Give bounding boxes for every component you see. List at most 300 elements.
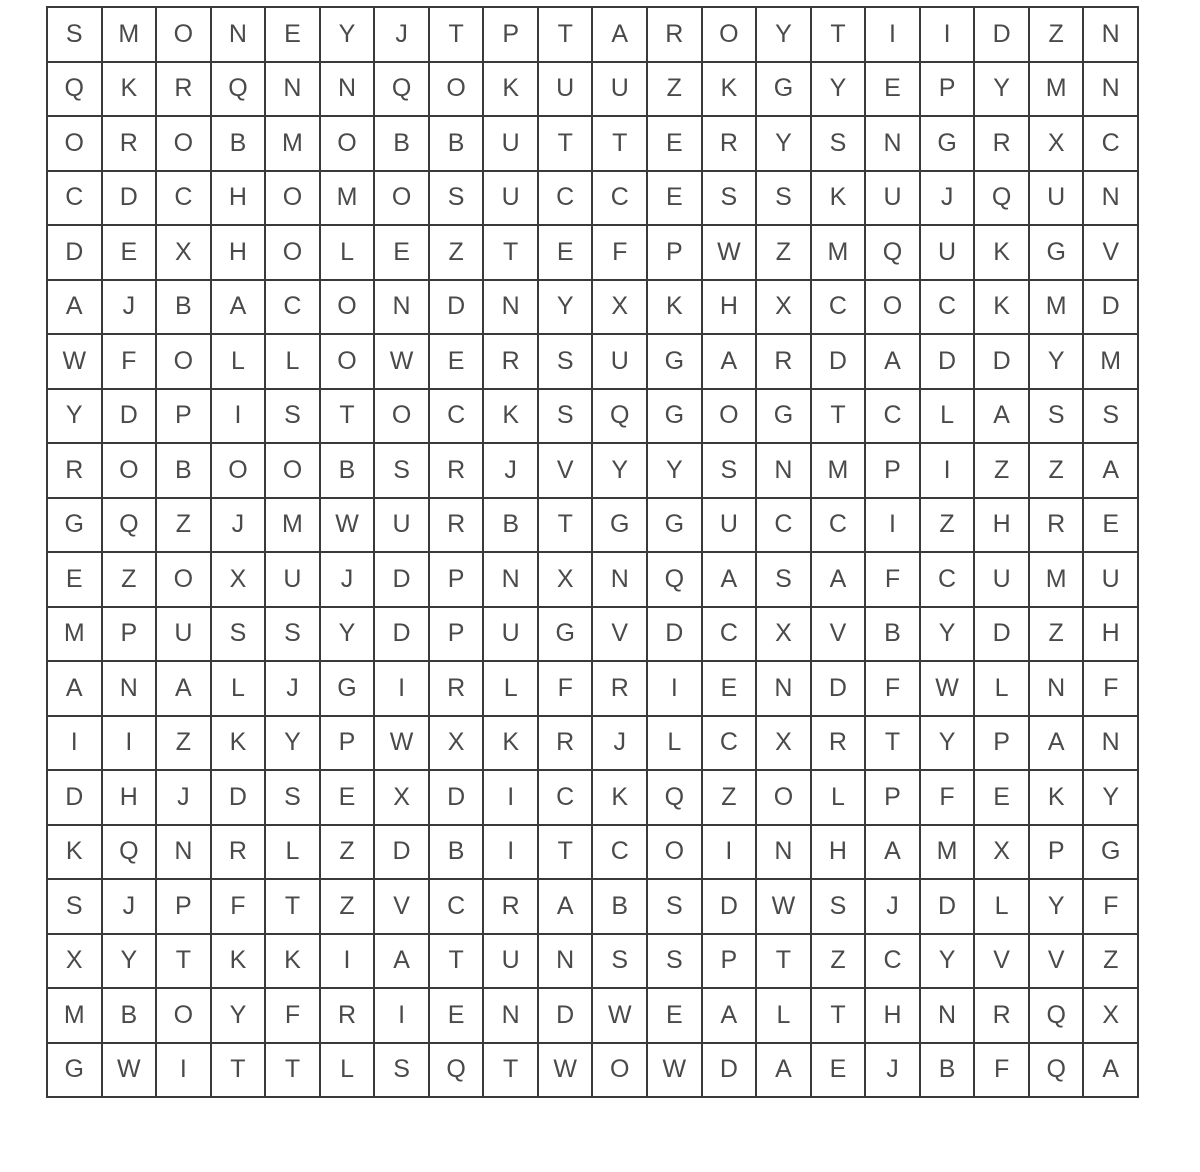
letter-cell[interactable]: R (593, 662, 648, 717)
letter-cell[interactable]: C (593, 172, 648, 227)
letter-cell[interactable]: A (703, 335, 758, 390)
letter-cell[interactable]: J (212, 499, 267, 554)
letter-cell[interactable]: D (375, 826, 430, 881)
letter-cell[interactable]: Q (375, 63, 430, 118)
letter-cell[interactable]: F (1084, 880, 1139, 935)
letter-cell[interactable]: E (648, 989, 703, 1044)
letter-cell[interactable]: T (593, 117, 648, 172)
letter-cell[interactable]: Y (48, 390, 103, 445)
letter-cell[interactable]: G (1084, 826, 1139, 881)
letter-cell[interactable]: S (593, 935, 648, 990)
letter-cell[interactable]: N (921, 989, 976, 1044)
letter-cell[interactable]: E (539, 226, 594, 281)
letter-cell[interactable]: O (703, 390, 758, 445)
letter-cell[interactable]: B (321, 444, 376, 499)
letter-cell[interactable]: X (430, 717, 485, 772)
letter-cell[interactable]: Y (975, 63, 1030, 118)
letter-cell[interactable]: O (103, 444, 158, 499)
letter-cell[interactable]: Z (703, 771, 758, 826)
letter-cell[interactable]: S (539, 390, 594, 445)
letter-cell[interactable]: Z (1030, 608, 1085, 663)
letter-cell[interactable]: I (921, 444, 976, 499)
letter-cell[interactable]: T (266, 1044, 321, 1099)
letter-cell[interactable]: I (321, 935, 376, 990)
letter-cell[interactable]: J (866, 880, 921, 935)
letter-cell[interactable]: I (484, 826, 539, 881)
letter-cell[interactable]: C (812, 281, 867, 336)
letter-cell[interactable]: C (48, 172, 103, 227)
letter-cell[interactable]: I (921, 8, 976, 63)
letter-cell[interactable]: A (1030, 717, 1085, 772)
letter-cell[interactable]: J (921, 172, 976, 227)
letter-cell[interactable]: E (430, 335, 485, 390)
letter-cell[interactable]: N (212, 8, 267, 63)
letter-cell[interactable]: C (812, 499, 867, 554)
letter-cell[interactable]: M (1084, 335, 1139, 390)
letter-cell[interactable]: O (321, 335, 376, 390)
letter-cell[interactable]: G (539, 608, 594, 663)
letter-cell[interactable]: T (539, 826, 594, 881)
letter-cell[interactable]: C (539, 172, 594, 227)
letter-cell[interactable]: T (157, 935, 212, 990)
letter-cell[interactable]: N (1030, 662, 1085, 717)
letter-cell[interactable]: F (212, 880, 267, 935)
letter-cell[interactable]: H (975, 499, 1030, 554)
letter-cell[interactable]: W (757, 880, 812, 935)
letter-cell[interactable]: F (1084, 662, 1139, 717)
letter-cell[interactable]: A (866, 335, 921, 390)
letter-cell[interactable]: Q (866, 226, 921, 281)
letter-cell[interactable]: Z (321, 826, 376, 881)
letter-cell[interactable]: M (321, 172, 376, 227)
letter-cell[interactable]: Y (757, 117, 812, 172)
letter-cell[interactable]: D (975, 608, 1030, 663)
letter-cell[interactable]: R (812, 717, 867, 772)
letter-cell[interactable]: L (321, 1044, 376, 1099)
letter-cell[interactable]: P (1030, 826, 1085, 881)
letter-cell[interactable]: Y (212, 989, 267, 1044)
letter-cell[interactable]: C (430, 880, 485, 935)
letter-cell[interactable]: L (975, 662, 1030, 717)
letter-cell[interactable]: N (484, 281, 539, 336)
letter-cell[interactable]: X (757, 281, 812, 336)
letter-cell[interactable]: K (266, 935, 321, 990)
letter-cell[interactable]: T (812, 390, 867, 445)
letter-cell[interactable]: Y (757, 8, 812, 63)
letter-cell[interactable]: C (266, 281, 321, 336)
letter-cell[interactable]: K (484, 390, 539, 445)
letter-cell[interactable]: S (266, 608, 321, 663)
letter-cell[interactable]: N (539, 935, 594, 990)
letter-cell[interactable]: V (375, 880, 430, 935)
letter-cell[interactable]: C (539, 771, 594, 826)
letter-cell[interactable]: H (212, 226, 267, 281)
letter-cell[interactable]: H (212, 172, 267, 227)
letter-cell[interactable]: G (1030, 226, 1085, 281)
letter-cell[interactable]: E (703, 662, 758, 717)
letter-cell[interactable]: E (648, 117, 703, 172)
letter-cell[interactable]: K (648, 281, 703, 336)
letter-cell[interactable]: I (157, 1044, 212, 1099)
letter-cell[interactable]: X (975, 826, 1030, 881)
letter-cell[interactable]: E (648, 172, 703, 227)
letter-cell[interactable]: V (975, 935, 1030, 990)
letter-cell[interactable]: E (48, 553, 103, 608)
letter-cell[interactable]: F (975, 1044, 1030, 1099)
letter-cell[interactable]: U (375, 499, 430, 554)
letter-cell[interactable]: F (866, 553, 921, 608)
letter-cell[interactable]: Z (975, 444, 1030, 499)
letter-cell[interactable]: W (648, 1044, 703, 1099)
letter-cell[interactable]: J (321, 553, 376, 608)
letter-cell[interactable]: Y (1084, 771, 1139, 826)
letter-cell[interactable]: J (866, 1044, 921, 1099)
letter-cell[interactable]: R (539, 717, 594, 772)
letter-cell[interactable]: M (1030, 63, 1085, 118)
letter-cell[interactable]: D (812, 662, 867, 717)
letter-cell[interactable]: X (212, 553, 267, 608)
letter-cell[interactable]: Z (757, 226, 812, 281)
letter-cell[interactable]: M (48, 608, 103, 663)
letter-cell[interactable]: Z (321, 880, 376, 935)
letter-cell[interactable]: O (48, 117, 103, 172)
letter-cell[interactable]: A (48, 281, 103, 336)
letter-cell[interactable]: G (48, 499, 103, 554)
letter-cell[interactable]: C (921, 553, 976, 608)
letter-cell[interactable]: A (812, 553, 867, 608)
letter-cell[interactable]: G (321, 662, 376, 717)
letter-cell[interactable]: R (484, 880, 539, 935)
letter-cell[interactable]: O (157, 989, 212, 1044)
letter-cell[interactable]: N (866, 117, 921, 172)
letter-cell[interactable]: E (866, 63, 921, 118)
letter-cell[interactable]: R (430, 499, 485, 554)
letter-cell[interactable]: A (975, 390, 1030, 445)
letter-cell[interactable]: L (321, 226, 376, 281)
letter-cell[interactable]: T (266, 880, 321, 935)
letter-cell[interactable]: X (757, 717, 812, 772)
letter-cell[interactable]: K (593, 771, 648, 826)
letter-cell[interactable]: D (812, 335, 867, 390)
letter-cell[interactable]: T (484, 226, 539, 281)
letter-cell[interactable]: U (593, 63, 648, 118)
letter-cell[interactable]: M (1030, 281, 1085, 336)
letter-cell[interactable]: S (539, 335, 594, 390)
letter-cell[interactable]: G (593, 499, 648, 554)
letter-cell[interactable]: S (812, 117, 867, 172)
letter-cell[interactable]: U (539, 63, 594, 118)
letter-cell[interactable]: Z (430, 226, 485, 281)
letter-cell[interactable]: W (593, 989, 648, 1044)
letter-cell[interactable]: I (703, 826, 758, 881)
letter-cell[interactable]: F (593, 226, 648, 281)
letter-cell[interactable]: Q (430, 1044, 485, 1099)
letter-cell[interactable]: C (921, 281, 976, 336)
letter-cell[interactable]: Y (593, 444, 648, 499)
letter-cell[interactable]: E (266, 8, 321, 63)
letter-cell[interactable]: O (703, 8, 758, 63)
letter-cell[interactable]: Q (593, 390, 648, 445)
letter-cell[interactable]: C (157, 172, 212, 227)
letter-cell[interactable]: Z (103, 553, 158, 608)
letter-cell[interactable]: H (1084, 608, 1139, 663)
letter-cell[interactable]: I (375, 662, 430, 717)
letter-cell[interactable]: M (266, 499, 321, 554)
letter-cell[interactable]: B (157, 281, 212, 336)
letter-cell[interactable]: G (921, 117, 976, 172)
letter-cell[interactable]: I (484, 771, 539, 826)
letter-cell[interactable]: A (539, 880, 594, 935)
letter-cell[interactable]: P (157, 880, 212, 935)
letter-cell[interactable]: C (703, 608, 758, 663)
letter-cell[interactable]: X (48, 935, 103, 990)
letter-cell[interactable]: R (48, 444, 103, 499)
letter-cell[interactable]: U (703, 499, 758, 554)
letter-cell[interactable]: O (757, 771, 812, 826)
letter-cell[interactable]: O (648, 826, 703, 881)
letter-cell[interactable]: L (212, 662, 267, 717)
letter-cell[interactable]: B (103, 989, 158, 1044)
letter-cell[interactable]: O (266, 226, 321, 281)
letter-cell[interactable]: X (593, 281, 648, 336)
letter-cell[interactable]: I (103, 717, 158, 772)
letter-cell[interactable]: J (375, 8, 430, 63)
letter-cell[interactable]: N (484, 553, 539, 608)
letter-cell[interactable]: G (648, 335, 703, 390)
letter-cell[interactable]: N (593, 553, 648, 608)
letter-cell[interactable]: A (866, 826, 921, 881)
letter-cell[interactable]: P (430, 553, 485, 608)
letter-cell[interactable]: U (484, 172, 539, 227)
letter-cell[interactable]: D (975, 8, 1030, 63)
letter-cell[interactable]: X (375, 771, 430, 826)
letter-cell[interactable]: R (212, 826, 267, 881)
letter-cell[interactable]: L (266, 826, 321, 881)
letter-cell[interactable]: O (375, 390, 430, 445)
letter-cell[interactable]: K (1030, 771, 1085, 826)
letter-cell[interactable]: A (593, 8, 648, 63)
letter-cell[interactable]: K (975, 281, 1030, 336)
letter-cell[interactable]: R (1030, 499, 1085, 554)
letter-cell[interactable]: V (1030, 935, 1085, 990)
letter-cell[interactable]: D (539, 989, 594, 1044)
letter-cell[interactable]: S (48, 8, 103, 63)
letter-cell[interactable]: A (212, 281, 267, 336)
letter-cell[interactable]: U (866, 172, 921, 227)
letter-cell[interactable]: H (866, 989, 921, 1044)
letter-cell[interactable]: D (375, 553, 430, 608)
letter-cell[interactable]: B (921, 1044, 976, 1099)
letter-cell[interactable]: P (484, 8, 539, 63)
letter-cell[interactable]: G (757, 390, 812, 445)
letter-cell[interactable]: M (1030, 553, 1085, 608)
letter-cell[interactable]: D (975, 335, 1030, 390)
letter-cell[interactable]: S (703, 444, 758, 499)
letter-cell[interactable]: K (212, 935, 267, 990)
letter-cell[interactable]: C (1084, 117, 1139, 172)
letter-cell[interactable]: Q (48, 63, 103, 118)
letter-cell[interactable]: M (812, 226, 867, 281)
letter-cell[interactable]: M (48, 989, 103, 1044)
letter-cell[interactable]: A (703, 989, 758, 1044)
letter-cell[interactable]: Z (1084, 935, 1139, 990)
letter-cell[interactable]: B (430, 826, 485, 881)
letter-cell[interactable]: L (757, 989, 812, 1044)
letter-cell[interactable]: N (484, 989, 539, 1044)
letter-cell[interactable]: K (103, 63, 158, 118)
letter-cell[interactable]: N (1084, 717, 1139, 772)
letter-cell[interactable]: A (703, 553, 758, 608)
letter-cell[interactable]: Y (812, 63, 867, 118)
letter-cell[interactable]: I (866, 8, 921, 63)
letter-cell[interactable]: Y (1030, 880, 1085, 935)
letter-cell[interactable]: T (430, 935, 485, 990)
letter-cell[interactable]: P (430, 608, 485, 663)
letter-cell[interactable]: Q (103, 826, 158, 881)
letter-cell[interactable]: L (975, 880, 1030, 935)
letter-cell[interactable]: N (321, 63, 376, 118)
letter-cell[interactable]: R (648, 8, 703, 63)
letter-cell[interactable]: U (975, 553, 1030, 608)
letter-cell[interactable]: C (866, 935, 921, 990)
letter-cell[interactable]: N (757, 444, 812, 499)
letter-cell[interactable]: Q (648, 771, 703, 826)
letter-cell[interactable]: U (1084, 553, 1139, 608)
letter-cell[interactable]: Q (648, 553, 703, 608)
letter-cell[interactable]: O (321, 281, 376, 336)
letter-cell[interactable]: B (430, 117, 485, 172)
letter-cell[interactable]: C (866, 390, 921, 445)
letter-cell[interactable]: D (375, 608, 430, 663)
letter-cell[interactable]: X (157, 226, 212, 281)
letter-cell[interactable]: Q (975, 172, 1030, 227)
letter-cell[interactable]: I (48, 717, 103, 772)
letter-cell[interactable]: S (430, 172, 485, 227)
letter-cell[interactable]: Y (321, 8, 376, 63)
letter-cell[interactable]: S (648, 935, 703, 990)
letter-cell[interactable]: S (375, 444, 430, 499)
letter-cell[interactable]: L (484, 662, 539, 717)
letter-cell[interactable]: N (375, 281, 430, 336)
letter-cell[interactable]: O (157, 553, 212, 608)
letter-cell[interactable]: O (321, 117, 376, 172)
letter-cell[interactable]: Y (1030, 335, 1085, 390)
letter-cell[interactable]: E (1084, 499, 1139, 554)
letter-cell[interactable]: V (539, 444, 594, 499)
letter-cell[interactable]: D (48, 771, 103, 826)
letter-cell[interactable]: C (430, 390, 485, 445)
letter-cell[interactable]: Y (648, 444, 703, 499)
letter-cell[interactable]: U (921, 226, 976, 281)
letter-cell[interactable]: W (921, 662, 976, 717)
letter-cell[interactable]: N (157, 826, 212, 881)
letter-cell[interactable]: M (812, 444, 867, 499)
letter-cell[interactable]: G (48, 1044, 103, 1099)
letter-cell[interactable]: Y (539, 281, 594, 336)
letter-cell[interactable]: S (1030, 390, 1085, 445)
letter-cell[interactable]: M (266, 117, 321, 172)
letter-cell[interactable]: O (157, 117, 212, 172)
letter-cell[interactable]: O (866, 281, 921, 336)
letter-cell[interactable]: P (975, 717, 1030, 772)
letter-cell[interactable]: T (484, 1044, 539, 1099)
letter-cell[interactable]: R (703, 117, 758, 172)
letter-cell[interactable]: F (539, 662, 594, 717)
letter-cell[interactable]: D (921, 335, 976, 390)
letter-cell[interactable]: A (48, 662, 103, 717)
letter-cell[interactable]: O (157, 8, 212, 63)
letter-cell[interactable]: O (266, 172, 321, 227)
letter-cell[interactable]: O (375, 172, 430, 227)
letter-cell[interactable]: Q (103, 499, 158, 554)
letter-cell[interactable]: F (921, 771, 976, 826)
letter-cell[interactable]: Y (921, 935, 976, 990)
letter-cell[interactable]: E (375, 226, 430, 281)
letter-cell[interactable]: R (484, 335, 539, 390)
letter-cell[interactable]: E (103, 226, 158, 281)
letter-cell[interactable]: C (593, 826, 648, 881)
letter-cell[interactable]: N (757, 826, 812, 881)
letter-cell[interactable]: D (430, 771, 485, 826)
letter-cell[interactable]: Y (103, 935, 158, 990)
letter-cell[interactable]: W (321, 499, 376, 554)
letter-cell[interactable]: R (430, 662, 485, 717)
letter-cell[interactable]: P (648, 226, 703, 281)
letter-cell[interactable]: U (266, 553, 321, 608)
letter-cell[interactable]: U (157, 608, 212, 663)
letter-cell[interactable]: S (703, 172, 758, 227)
letter-cell[interactable]: T (321, 390, 376, 445)
letter-cell[interactable]: T (812, 8, 867, 63)
letter-cell[interactable]: D (430, 281, 485, 336)
letter-cell[interactable]: I (648, 662, 703, 717)
letter-cell[interactable]: M (103, 8, 158, 63)
letter-cell[interactable]: W (375, 717, 430, 772)
letter-cell[interactable]: J (593, 717, 648, 772)
letter-cell[interactable]: P (866, 444, 921, 499)
letter-cell[interactable]: P (103, 608, 158, 663)
letter-cell[interactable]: Y (921, 608, 976, 663)
letter-cell[interactable]: E (321, 771, 376, 826)
letter-cell[interactable]: A (157, 662, 212, 717)
letter-cell[interactable]: S (48, 880, 103, 935)
letter-cell[interactable]: A (1084, 1044, 1139, 1099)
letter-cell[interactable]: I (375, 989, 430, 1044)
letter-cell[interactable]: L (648, 717, 703, 772)
letter-cell[interactable]: P (866, 771, 921, 826)
letter-cell[interactable]: V (593, 608, 648, 663)
letter-cell[interactable]: P (703, 935, 758, 990)
letter-cell[interactable]: O (266, 444, 321, 499)
letter-cell[interactable]: Z (1030, 444, 1085, 499)
letter-cell[interactable]: S (266, 390, 321, 445)
letter-cell[interactable]: S (757, 553, 812, 608)
letter-cell[interactable]: Y (321, 608, 376, 663)
letter-cell[interactable]: L (266, 335, 321, 390)
letter-cell[interactable]: J (103, 880, 158, 935)
letter-cell[interactable]: J (266, 662, 321, 717)
letter-cell[interactable]: Z (157, 499, 212, 554)
letter-cell[interactable]: T (866, 717, 921, 772)
letter-cell[interactable]: G (757, 63, 812, 118)
letter-cell[interactable]: Z (157, 717, 212, 772)
letter-cell[interactable]: H (812, 826, 867, 881)
letter-cell[interactable]: T (539, 117, 594, 172)
letter-cell[interactable]: R (975, 117, 1030, 172)
letter-cell[interactable]: E (812, 1044, 867, 1099)
letter-cell[interactable]: P (321, 717, 376, 772)
letter-cell[interactable]: R (757, 335, 812, 390)
